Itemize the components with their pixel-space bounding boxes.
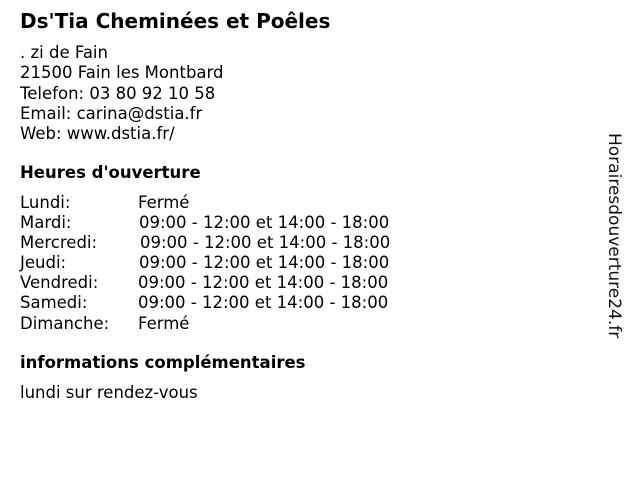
address-line-1: . zi de Fain [20, 43, 108, 62]
day-hours: 09:00 - 12:00 et 14:00 - 18:00 [138, 273, 389, 293]
opening-hours-heading: Heures d'ouverture [20, 163, 201, 182]
site-watermark: Horairesdouverture24.fr [604, 133, 624, 339]
day-hours: 09:00 - 12:00 et 14:00 - 18:00 [140, 233, 391, 253]
day-label: Samedi: [20, 293, 88, 313]
phone-line: Telefon: 03 80 92 10 58 [20, 83, 216, 103]
day-label: Jeudi: [20, 253, 67, 273]
address-block [20, 43, 224, 144]
email-line: Email: carina@dstia.fr [20, 103, 203, 123]
day-hours: Fermé [138, 313, 190, 333]
day-hours: 09:00 - 12:00 et 14:00 - 18:00 [139, 213, 390, 233]
business-name: Ds'Tia Cheminées et Poêles [20, 9, 331, 33]
web-line: Web: www.dstia.fr/ [20, 124, 175, 144]
day-hours: Fermé [138, 193, 190, 212]
day-label: Mercredi: [20, 233, 98, 253]
day-label: Lundi: [20, 193, 71, 212]
day-hours: 09:00 - 12:00 et 14:00 - 18:00 [138, 293, 389, 313]
day-hours: 09:00 - 12:00 et 14:00 - 18:00 [139, 253, 390, 273]
day-label: Mardi: [20, 213, 72, 233]
additional-info-heading: informations complémentaires [20, 353, 306, 372]
additional-info-text: lundi sur rendez-vous [20, 383, 198, 402]
day-label: Vendredi: [20, 273, 99, 293]
address-line-2: 21500 Fain les Montbard [20, 63, 224, 83]
day-label: Dimanche: [20, 313, 110, 333]
